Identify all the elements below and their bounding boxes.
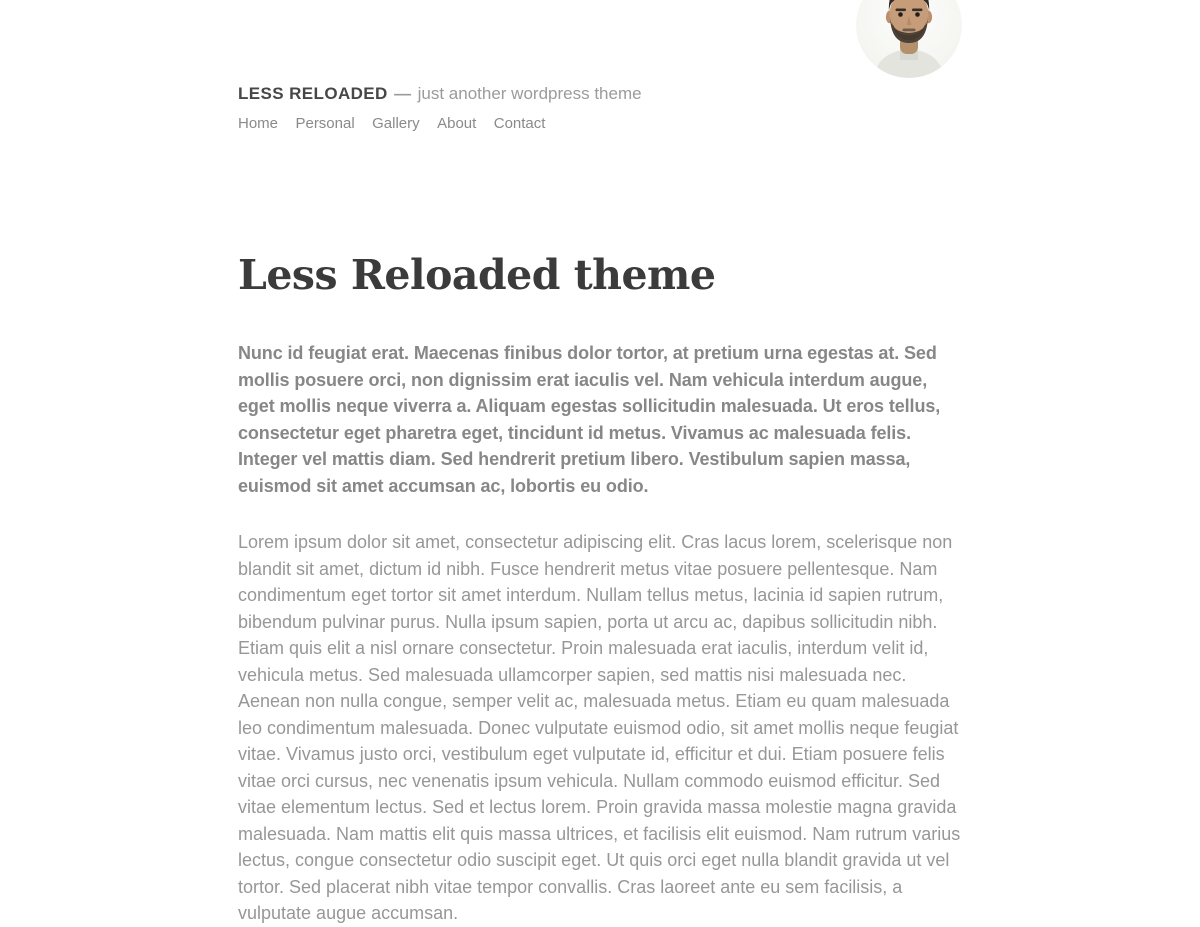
avatar-illustration — [856, 0, 962, 78]
post-content — [238, 252, 962, 927]
body-paragraph: Lorem ipsum dolor sit amet, consectetur adipiscing elit. Cras lacus lorem, scelerisque non blandit sit amet, dictum id nibh. Fusce hendrerit metus vitae posuere pellentesque. Nam condimentum eget tortor sit amet interdum. Nullam tellus metus, lacinia id sapien rutrum, bibendum pulvinar purus. Nulla ipsum sapien, porta ut arcu ac, dapibus sollicitudin nibh. Etiam quis elit a nisl ornare consectetur. Proin malesuada erat iaculis, interdum velit id, vehicula metus. Sed malesuada ullamcorper sapien, sed mattis nisi malesuada nec. Aenean non nulla congue, semper velit ac, malesuada metus. Etiam eu quam malesuada leo condimentum malesuada. Donec vulputate euismod odio, sit amet mollis neque feugiat vitae. Vivamus justo orci, vestibulum eget vulputate id, efficitur et dui. Etiam posuere felis vitae orci cursus, nec venenatis ipsum vehicula. Nullam commodo euismod efficitur. Sed vitae elementum lectus. Sed et lectus lorem. Proin gravida massa molestie magna gravida malesuada. Nam mattis elit quis massa ultrices, et facilisis elit euismod. Nam rutrum varius lectus, congue consectetur odio suscipit eget. Ut quis orci eget nulla blandit gravida ut vel tortor. Sed placerat nibh vitae tempor convallis. Cras laoreet ante eu sem facilisis, a vulputate augue accumsan. — [238, 532, 961, 923]
nav-item-gallery[interactable]: Gallery — [372, 115, 420, 132]
title-separator: — — [394, 84, 412, 103]
nav-item-home[interactable]: Home — [238, 115, 279, 132]
intro-paragraph: Nunc id feugiat erat. Maecenas finibus dolor tortor, at pretium urna egestas at. Sed mollis posuere orci, non dignissim erat iaculis vel. Nam vehicula interdum augue, eget mollis neque viverra a. Aliquam egestas sollicitudin malesuada. Ut eros tellus, consectetur eget pharetra eget, tincidunt id metus. Vivamus ac malesuada felis. Integer vel mattis diam. Sed hendrerit pretium libero. Vestibulum sapien massa, euismod sit amet accumsan ac, lobortis eu odio. — [238, 343, 941, 496]
nav-item-personal[interactable]: Personal — [295, 115, 355, 132]
avatar — [856, 0, 962, 78]
nav-item-contact[interactable]: Contact — [493, 115, 546, 132]
site-title-row — [238, 84, 962, 105]
site-header — [238, 0, 962, 134]
site-tagline: just another wordpress theme — [417, 84, 642, 103]
page-container — [238, 0, 962, 927]
site-title-link[interactable]: LESS RELOADED — [238, 84, 388, 103]
post-title: Less Reloaded theme — [238, 251, 716, 299]
nav-item-about[interactable]: About — [437, 115, 477, 132]
main-nav — [238, 114, 962, 134]
